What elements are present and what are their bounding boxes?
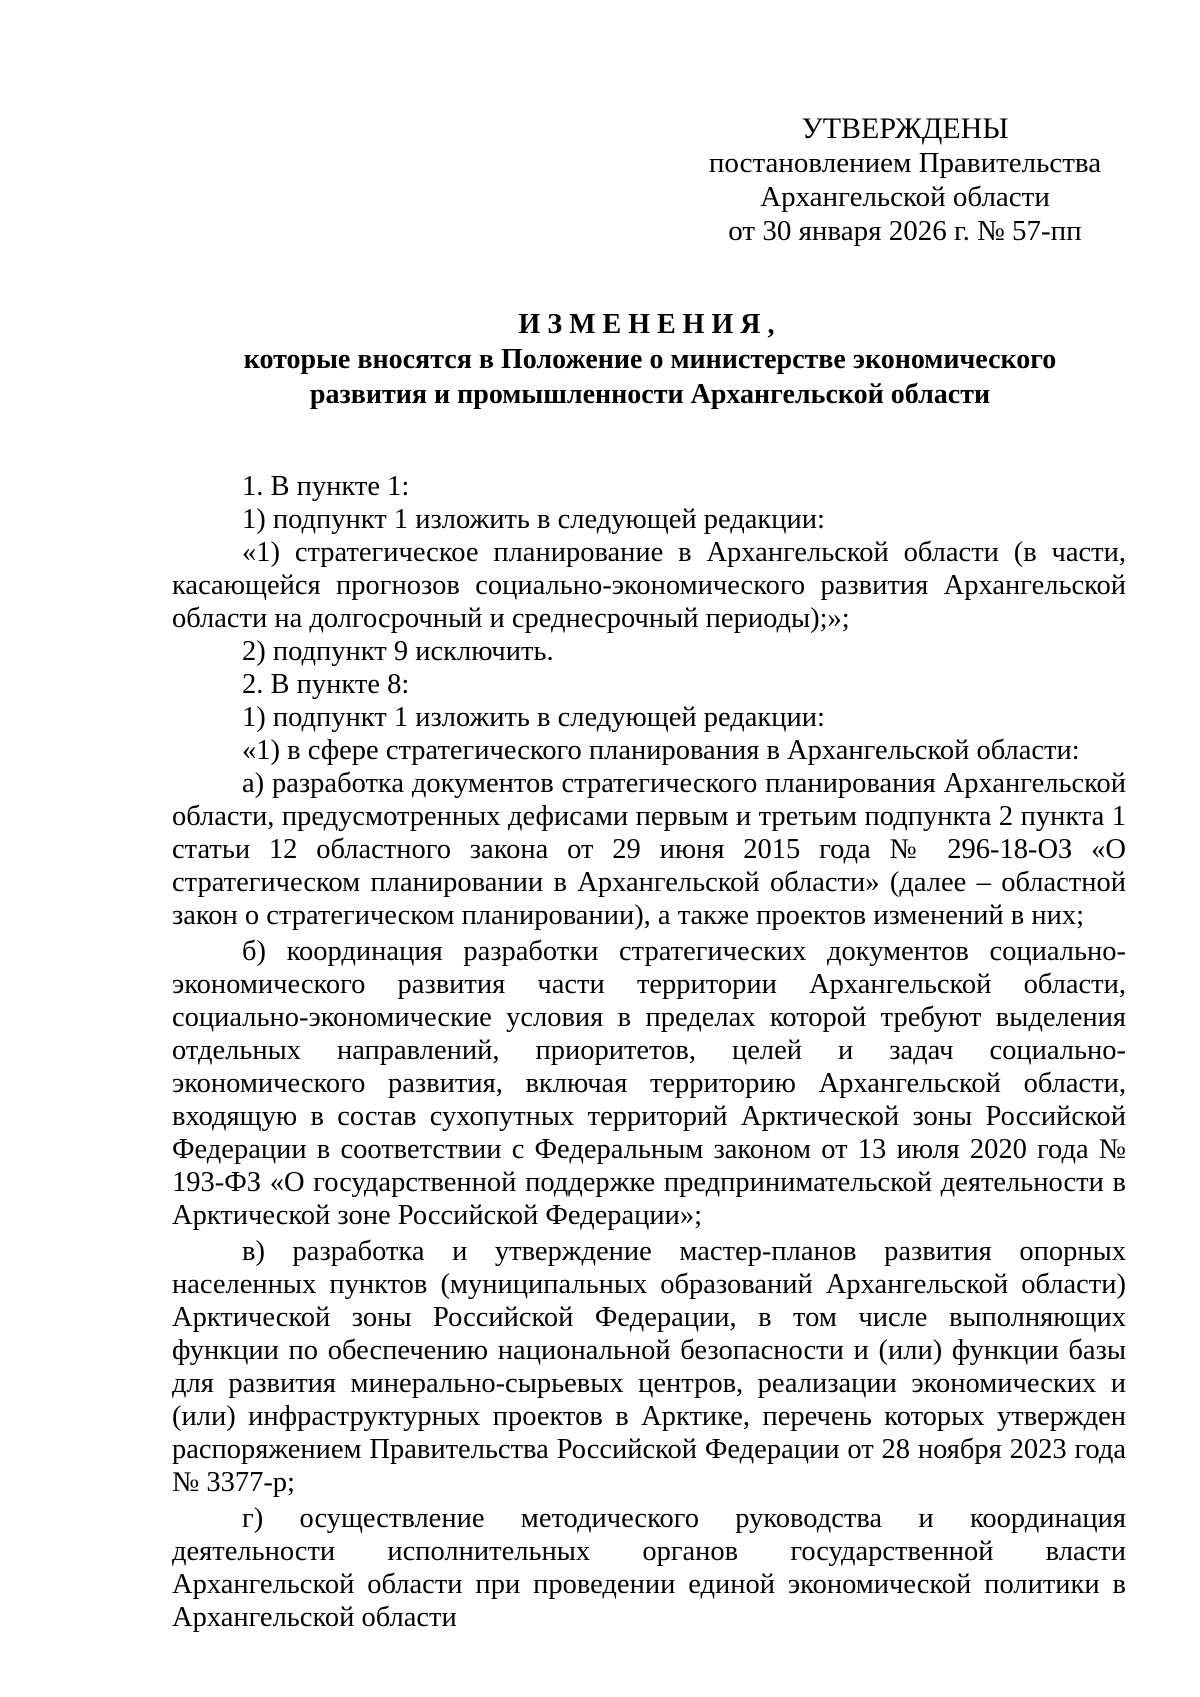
approval-line-3: от 30 января 2026 г. № 57-пп — [728, 215, 1082, 247]
paragraph-quote-2: «1) в сфере стратегического планирования в Архангельской области: — [242, 735, 1080, 766]
paragraph-letter-g: г) осуществление методического руководства и координация деятельности исполнительных органов государственной власти Архангельской области при проведении единой экономической политики в Архангельской области — [172, 1503, 1126, 1633]
paragraph-item-2: 2. В пункте 8: — [242, 669, 410, 700]
document-body — [172, 470, 1126, 1634]
approval-line-1: постановлением Правительства — [708, 147, 1102, 179]
document-heading — [170, 307, 1130, 412]
paragraph-subitem-2-1: 1) подпункт 1 изложить в следующей редакции: — [242, 702, 825, 733]
paragraph-letter-a: а) разработка документов стратегического планирования Архангельской области, предусмотренных дефисами первым и третьим подпункта 2 пункта 1 статьи 12 областного закона от 29 июня 2015 года № 296-18-ОЗ «О стратегическом планировании в Архангельской области» (далее – областной закон о стратегическом планировании), а также проектов изменений в них; — [172, 768, 1126, 931]
paragraph-subitem-1-1: 1) подпункт 1 изложить в следующей редакции: — [242, 504, 825, 535]
paragraph-item-1: 1. В пункте 1: — [242, 471, 410, 502]
paragraph-subitem-1-2: 2) подпункт 9 исключить. — [242, 636, 554, 667]
document-subtitle-line-1: которые вносятся в Положение о министерстве экономического — [243, 344, 1057, 375]
approval-line-2: Архангельской области — [760, 181, 1050, 213]
document-title: ИЗМЕНЕНИЯ, — [518, 309, 782, 340]
paragraph-quote-1: «1) стратегическое планирование в Архангельской области (в части, касающейся прогнозов социально-экономического развития Архангельской области на долгосрочный и среднесрочный периоды);»; — [172, 537, 1126, 634]
paragraph-letter-b: б) координация разработки стратегических документов социально-экономического развития части территории Архангельской области, социально-экономические условия в пределах которой требуют выделения отдельных направлений, приоритетов, целей и задач социально-экономического развития, включая территорию Архангельской области, входящую в состав сухопутных территорий Арктической зоны Российской Федерации в соответствии с Федеральным законом от 13 июля 2020 года № 193-ФЗ «О государственной поддержке предпринимательской деятельности в Арктической зоне Российской Федерации»; — [172, 936, 1126, 1231]
paragraph-letter-v: в) разработка и утверждение мастер-планов развития опорных населенных пунктов (муниципальных образований Архангельской области) Арктической зоны Российской Федерации, в том числе выполняющих функции по обеспечению национальной безопасности и (или) функции базы для развития минерально-сырьевых центров, реализации экономических и (или) инфраструктурных проектов в Арктике, перечень которых утвержден распоряжением Правительства Российской Федерации от 28 ноября 2023 года № 3377-р; — [172, 1236, 1126, 1498]
document-subtitle-line-2: развития и промышленности Архангельской области — [309, 379, 991, 410]
approval-stamp — [705, 112, 1105, 248]
approval-title: УТВЕРЖДЕНЫ — [801, 112, 1009, 145]
